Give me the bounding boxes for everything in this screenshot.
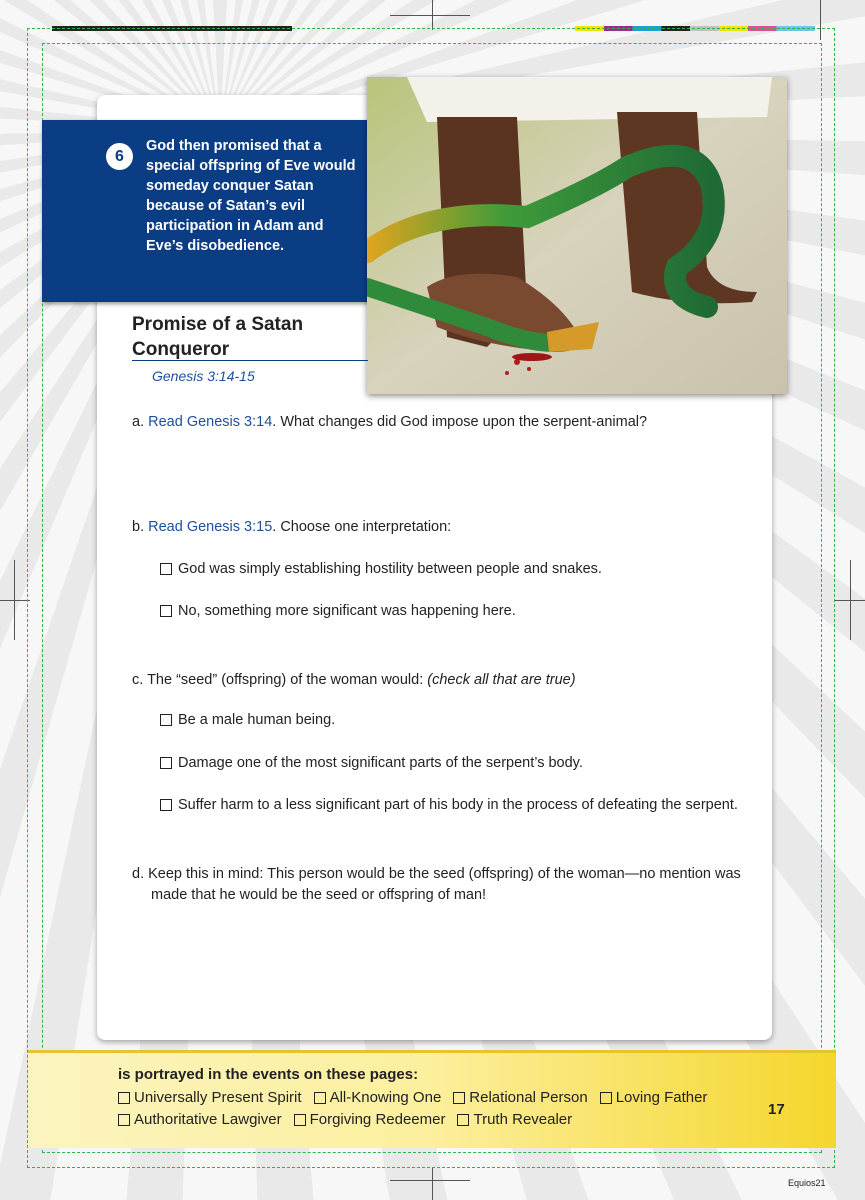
option-label: No, something more significant was happening here. (178, 603, 516, 619)
question-c (132, 670, 576, 691)
crop-mark (390, 1180, 470, 1181)
attribute-label: Universally Present Spirit (134, 1089, 302, 1106)
attribute-checkbox[interactable] (453, 1092, 465, 1104)
question-text-line2: made that he would be the seed or offspring of man! (151, 887, 487, 903)
attribute-checkbox[interactable] (314, 1092, 326, 1104)
crop-mark (14, 560, 15, 640)
crop-mark (432, 1168, 433, 1200)
question-note: (check all that are true) (427, 672, 576, 688)
crop-mark (0, 600, 30, 601)
crop-mark (432, 0, 433, 30)
option-item (160, 712, 335, 728)
attribute-label: Loving Father (615, 1089, 708, 1106)
attribute-label: Relational Person (469, 1089, 588, 1106)
question-letter: a. (132, 414, 145, 430)
attribute-label: Authoritative Lawgiver (134, 1111, 282, 1128)
attribute-checkbox[interactable] (294, 1114, 306, 1126)
question-d (132, 864, 742, 906)
question-letter: b. (132, 519, 145, 535)
step-text: God then promised that a special offspring of Eve would someday conquer Satan because of Satan’s evil participation in Adam and Eve’s disobedience. (146, 138, 356, 254)
option-label: Be a male human being. (178, 712, 336, 728)
question-text: The “seed” (offspring) of the woman would: (147, 672, 428, 688)
option-label: God was simply establishing hostility between people and snakes. (178, 561, 602, 577)
option-checkbox[interactable] (160, 714, 172, 726)
attributes-row-1 (118, 1089, 707, 1106)
option-label: Damage one of the most significant parts of the serpent’s body. (178, 755, 583, 771)
attributes-heading: is portrayed in the events on these pages: (118, 1066, 419, 1083)
attribute-item (600, 1089, 708, 1106)
step-number: 6 (106, 143, 133, 170)
title-divider (132, 360, 368, 361)
attribute-label: Forgiving Redeemer (309, 1111, 446, 1128)
attributes-row-2 (118, 1111, 572, 1128)
attribute-item (457, 1111, 572, 1128)
question-text: . Choose one interpretation: (272, 519, 452, 535)
section-title (132, 312, 362, 362)
question-a (132, 412, 647, 433)
question-b (132, 517, 451, 538)
attribute-label: Truth Revealer (473, 1111, 573, 1128)
question-text-line1: Keep this in mind: This person would be the seed (offspring) of the woman—no mention was (148, 866, 741, 882)
option-label: Suffer harm to a less significant part of his body in the process of defeating the serpent. (178, 797, 738, 813)
option-item (160, 603, 516, 619)
attribute-item (294, 1111, 446, 1128)
section-title-line2: Conqueror (132, 339, 230, 360)
question-letter: d. (132, 866, 145, 882)
attribute-checkbox[interactable] (600, 1092, 612, 1104)
crop-mark (390, 15, 470, 16)
option-item (160, 561, 602, 577)
scripture-link[interactable]: Read Genesis 3:15 (148, 519, 273, 535)
option-item (160, 755, 583, 771)
footer-code: Equios21 (788, 1178, 826, 1188)
attribute-checkbox[interactable] (457, 1114, 469, 1126)
option-checkbox[interactable] (160, 605, 172, 617)
option-checkbox[interactable] (160, 799, 172, 811)
attribute-checkbox[interactable] (118, 1092, 130, 1104)
attribute-item (118, 1089, 302, 1106)
scripture-link[interactable]: Read Genesis 3:14 (148, 414, 273, 430)
attribute-item (453, 1089, 587, 1106)
page-number: 17 (768, 1101, 785, 1118)
serpent-illustration (367, 77, 787, 394)
question-text: . What changes did God impose upon the serpent-animal? (272, 414, 648, 430)
attribute-label: All-Knowing One (329, 1089, 442, 1106)
scripture-reference: Genesis 3:14-15 (152, 368, 255, 384)
option-item (160, 797, 738, 813)
attribute-item (118, 1111, 282, 1128)
option-checkbox[interactable] (160, 757, 172, 769)
section-title-line1: Promise of a Satan (132, 314, 304, 335)
question-letter: c. (132, 672, 144, 688)
attribute-checkbox[interactable] (118, 1114, 130, 1126)
option-checkbox[interactable] (160, 563, 172, 575)
crop-mark (850, 560, 851, 640)
attribute-item (314, 1089, 442, 1106)
